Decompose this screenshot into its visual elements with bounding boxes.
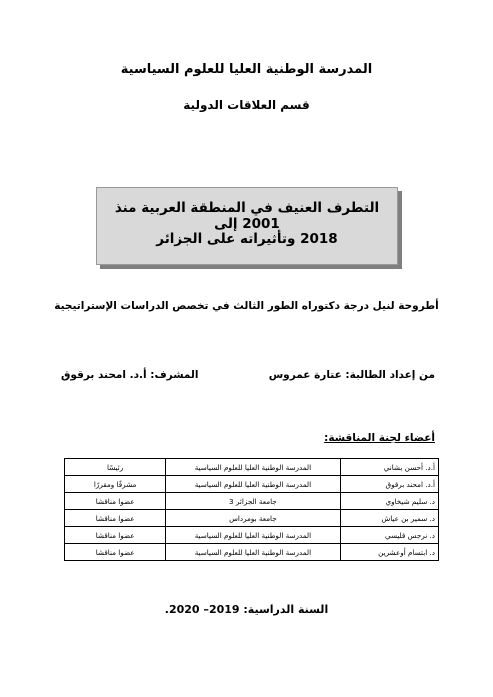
member-institution: المدرسة الوطنية العليا للعلوم السياسية [166, 544, 340, 561]
committee-heading [324, 432, 435, 444]
committee-heading-text: أعضاء لجنة المناقشة: [324, 432, 435, 444]
member-institution: المدرسة الوطنية العليا للعلوم السياسية [166, 459, 340, 476]
member-name: أ.د. امحند برقوق [340, 476, 438, 493]
member-role: رئيسًا [65, 459, 166, 476]
member-name: د. سليم شيخاوي [340, 493, 438, 510]
member-name: د. ابتسام أوعشرين [340, 544, 438, 561]
member-role: عضوا مناقشا [65, 527, 166, 544]
department-name: قسم العلاقات الدولية [183, 98, 310, 112]
table-row [65, 493, 439, 510]
thesis-title-line-1: التطرف العنيف في المنطقة العربية منذ 2001 إلى [114, 200, 380, 232]
supervisor: المشرف: أ.د. امحند برقوق [61, 369, 199, 381]
prepared-by: من إعداد الطالبة: عتارة عمروس [268, 369, 435, 381]
thesis-statement: أطروحة لنيل درجة دكتوراه الطور الثالث في تخصص الدراسات الإستراتيجية [54, 300, 439, 312]
member-role: عضوا مناقشا [65, 493, 166, 510]
table-row [65, 544, 439, 561]
member-institution: المدرسة الوطنية العليا للعلوم السياسية [166, 476, 340, 493]
member-name: د. نرجس قليسي [340, 527, 438, 544]
member-role: مشرفًا ومقررًا [65, 476, 166, 493]
committee-table [64, 458, 439, 561]
member-role: عضوا مناقشا [65, 510, 166, 527]
member-name: أ.د. أحسن بشاني [340, 459, 438, 476]
member-institution: جامعة الجزائر 3 [166, 493, 340, 510]
thesis-title-line-2: 2018 وتأثيراته على الجزائر [156, 231, 338, 247]
table-row [65, 527, 439, 544]
member-role: عضوا مناقشا [65, 544, 166, 561]
member-name: د. سمير بن عياش [340, 510, 438, 527]
table-row [65, 476, 439, 493]
member-institution: المدرسة الوطنية العليا للعلوم السياسية [166, 527, 340, 544]
table-row [65, 510, 439, 527]
thesis-title-box [96, 187, 398, 265]
member-institution: جامعة بومرداس [166, 510, 340, 527]
school-name: المدرسة الوطنية العليا للعلوم السياسية [120, 62, 373, 77]
academic-year: السنة الدراسية: 2019– 2020. [164, 603, 329, 616]
table-row [65, 459, 439, 476]
